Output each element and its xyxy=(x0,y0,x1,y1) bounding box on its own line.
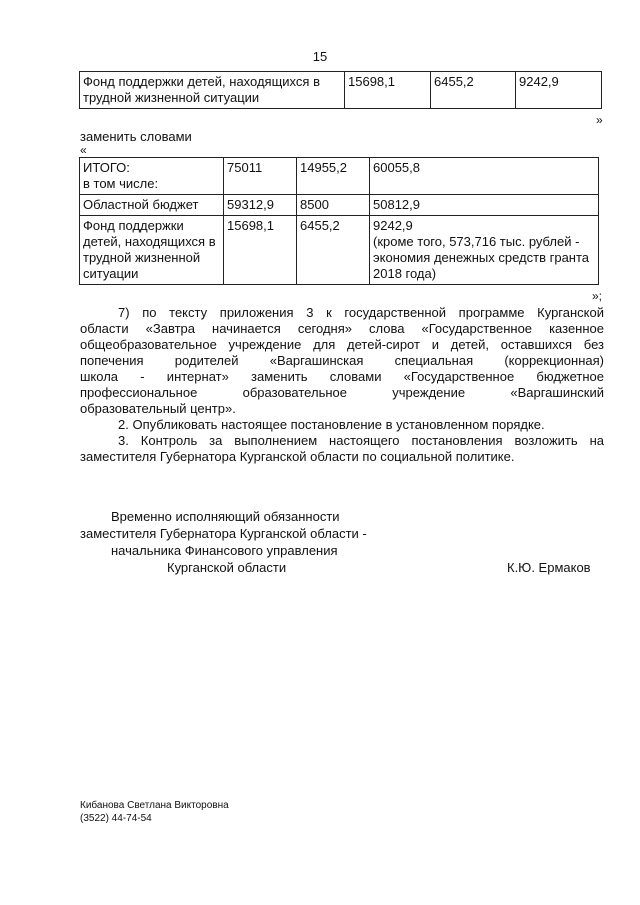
signature-title-line: заместителя Губернатора Курганской области - xyxy=(80,526,367,541)
item-3-line: 3. Контроль за выполнением настоящего постановления возложить на xyxy=(118,433,604,448)
table-cell-regional: 50812,9 xyxy=(370,195,599,216)
table-cell-federal: 14955,2 xyxy=(297,158,370,195)
item-7-line: профессиональное образовательное учреждение «Варгашинский xyxy=(80,385,604,400)
item-2-paragraph: 2. Опубликовать настоящее постановление в установленном порядке. xyxy=(118,417,545,432)
signature-title-line: начальника Финансового управления xyxy=(111,543,338,558)
item-7-line: попечения родителей «Варгашинская специальная (коррекционная) xyxy=(80,353,604,368)
replace-phrase: заменить словами xyxy=(80,129,192,144)
table-cell-name: Областной бюджет xyxy=(80,195,224,216)
table-cell-regional: 9242,9 xyxy=(516,72,602,109)
table-cell-federal: 6455,2 xyxy=(297,216,370,285)
table-cell-name: Фонд поддержки детей, находящихся в трудной жизненной ситуации xyxy=(80,216,224,285)
table-row xyxy=(80,216,599,285)
table-row xyxy=(80,195,599,216)
table-cell-total: 75011 xyxy=(224,158,297,195)
executor-phone: (3522) 44-74-54 xyxy=(80,813,152,824)
page-number: 15 xyxy=(312,49,328,64)
item-7-line: 7) по тексту приложения 3 к государственной программе Курганской xyxy=(118,305,604,320)
item-3-line: заместителя Губернатора Курганской области по социальной политике. xyxy=(80,449,515,464)
item-7-line: области «Завтра начинается сегодня» слова «Государственное казенное xyxy=(80,321,604,336)
table-cell-federal: 6455,2 xyxy=(431,72,516,109)
table-cell-federal: 8500 xyxy=(297,195,370,216)
table-cell-total: 15698,1 xyxy=(224,216,297,285)
table-cell-total: 59312,9 xyxy=(224,195,297,216)
table-cell-total: 15698,1 xyxy=(345,72,431,109)
item-7-paragraph xyxy=(80,305,604,417)
close-quote: » xyxy=(596,113,603,127)
table-cell-regional: 9242,9 (кроме того, 573,716 тыс. рублей - экономия денежных средств гранта 2018 года) xyxy=(370,216,599,285)
table-cell-regional: 60055,8 xyxy=(370,158,599,195)
table-row xyxy=(80,72,602,109)
close-quote-semicolon: »; xyxy=(592,289,603,303)
table-cell-name: Фонд поддержки детей, находящихся в трудной жизненной ситуации xyxy=(80,72,345,109)
signatory-name: К.Ю. Ермаков xyxy=(507,560,591,575)
table-cell-name: ИТОГО: в том числе: xyxy=(80,158,224,195)
open-quote: « xyxy=(80,143,87,157)
signature-title-line: Временно исполняющий обязанности xyxy=(111,509,340,524)
item-7-line: школа - интернат» заменить словами «Государственное бюджетное xyxy=(80,369,604,384)
table-old-values xyxy=(79,71,602,109)
signature-title-line: Курганской области xyxy=(167,560,287,575)
executor-name: Кибанова Светлана Викторовна xyxy=(80,800,229,811)
item-7-line: образовательный центр». xyxy=(80,401,236,416)
table-row xyxy=(80,158,599,195)
item-7-line: общеобразовательное учреждение для детей-сирот и детей, оставшихся без xyxy=(80,337,604,352)
table-new-values xyxy=(79,157,599,285)
item-3-paragraph xyxy=(80,433,604,465)
